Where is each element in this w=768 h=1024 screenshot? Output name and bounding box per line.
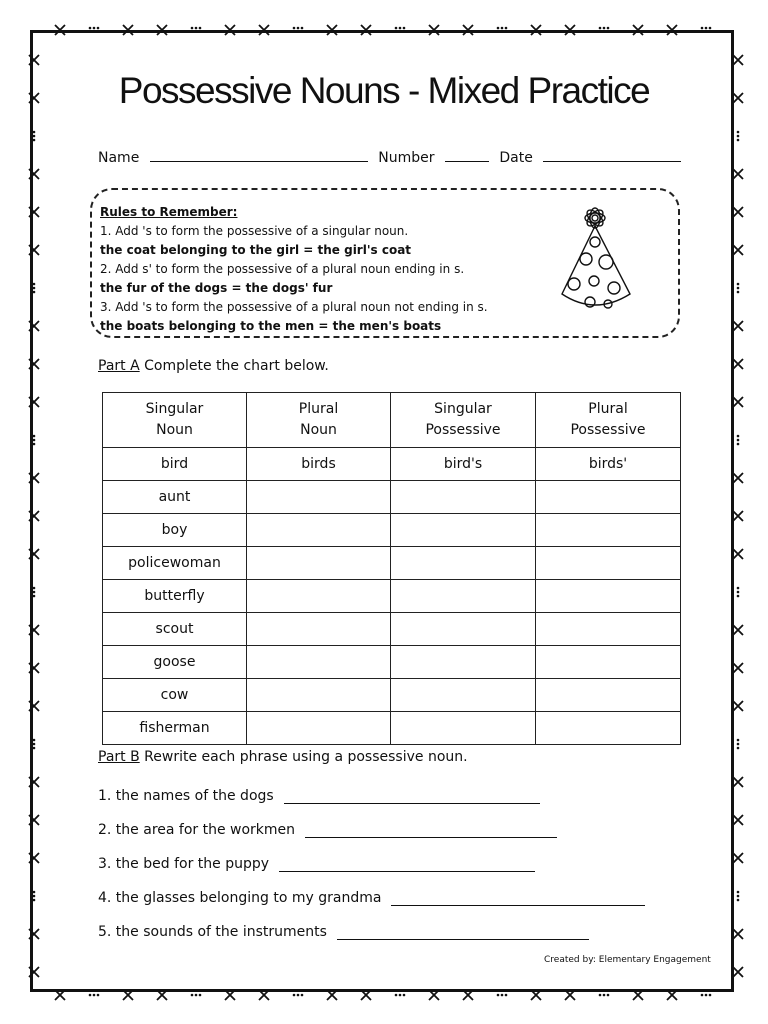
border-dot-mark <box>701 994 704 997</box>
border-cross-mark <box>733 511 743 521</box>
answer-cell[interactable] <box>391 712 536 745</box>
border-dot-mark <box>501 994 504 997</box>
border-dot-mark <box>709 27 712 30</box>
noun-cell: goose <box>103 646 247 679</box>
border-dot-mark <box>195 27 198 30</box>
answer-cell[interactable] <box>391 514 536 547</box>
table-row <box>103 448 681 481</box>
border-cross-mark <box>733 625 743 635</box>
number-field[interactable] <box>445 146 489 162</box>
column-header <box>103 393 247 448</box>
border-dot-mark <box>195 994 198 997</box>
phrase-text: 1. the names of the dogs <box>98 788 274 804</box>
answer-example-cell: birds <box>247 448 391 481</box>
rules-heading: Rules to Remember: <box>100 205 238 219</box>
date-field[interactable] <box>543 146 681 162</box>
border-dot-mark <box>737 443 740 446</box>
table-row <box>103 712 681 745</box>
border-cross-mark <box>733 321 743 331</box>
phrase-answer-field[interactable] <box>305 822 557 838</box>
page-title: Possessive Nouns - Mixed Practice <box>118 70 650 111</box>
name-label: Name <box>98 150 140 166</box>
border-cross-mark <box>733 777 743 787</box>
border-dot-mark <box>297 27 300 30</box>
border-cross-mark <box>733 929 743 939</box>
column-header-line: Plural <box>298 401 339 417</box>
answer-cell[interactable] <box>536 514 681 547</box>
border-dot-mark <box>737 135 740 138</box>
rule-statement: 1. Add 's to form the possessive of a singular noun. <box>100 224 409 238</box>
phrase-answer-field[interactable] <box>391 890 645 906</box>
border-dot-mark <box>89 994 92 997</box>
column-header-line: Singular <box>434 401 492 417</box>
border-dot-mark <box>93 27 96 30</box>
border-cross-mark <box>733 359 743 369</box>
phrase-answer-field[interactable] <box>279 856 535 872</box>
table-row <box>103 580 681 613</box>
noun-cell: policewoman <box>103 547 247 580</box>
border-dot-mark <box>301 994 304 997</box>
border-dot-mark <box>603 27 606 30</box>
date-label: Date <box>499 150 533 166</box>
border-dot-mark <box>293 27 296 30</box>
border-cross-mark <box>733 169 743 179</box>
answer-cell[interactable] <box>247 547 391 580</box>
noun-cell: aunt <box>103 481 247 514</box>
border-dot-mark <box>97 994 100 997</box>
border-dot-mark <box>737 743 740 746</box>
table-row <box>103 481 681 514</box>
border-dot-mark <box>737 595 740 598</box>
border-dot-mark <box>607 27 610 30</box>
answer-cell[interactable] <box>391 613 536 646</box>
noun-cell: fisherman <box>103 712 247 745</box>
answer-cell[interactable] <box>391 646 536 679</box>
answer-cell[interactable] <box>391 580 536 613</box>
border-dot-mark <box>403 994 406 997</box>
border-dot-mark <box>199 27 202 30</box>
phrase-text: 5. the sounds of the instruments <box>98 924 327 940</box>
table-row <box>103 547 681 580</box>
border-dot-mark <box>395 27 398 30</box>
border-dot-mark <box>501 27 504 30</box>
column-header <box>536 393 681 448</box>
phrase-text: 2. the area for the workmen <box>98 822 296 838</box>
rules-box <box>90 188 680 338</box>
part-b-title <box>98 749 468 765</box>
rules-text <box>100 203 488 336</box>
part-a-instruction: Complete the chart below. <box>144 358 329 374</box>
border-dot-mark <box>737 899 740 902</box>
border-dot-mark <box>191 994 194 997</box>
border-dot-mark <box>737 283 740 286</box>
number-label: Number <box>378 150 435 166</box>
border-dot-mark <box>399 994 402 997</box>
border-dot-mark <box>301 27 304 30</box>
border-dot-mark <box>599 27 602 30</box>
border-cross-mark <box>733 397 743 407</box>
answer-cell[interactable] <box>536 712 681 745</box>
border-cross-mark <box>733 663 743 673</box>
table-row <box>103 613 681 646</box>
column-header-line: Possessive <box>570 422 646 438</box>
part-b-label: Part B <box>98 749 140 765</box>
border-dot-mark <box>199 994 202 997</box>
answer-cell[interactable] <box>536 481 681 514</box>
border-dot-mark <box>705 994 708 997</box>
border-dot-mark <box>737 131 740 134</box>
answer-cell[interactable] <box>247 613 391 646</box>
noun-cell: cow <box>103 679 247 712</box>
border-cross-mark <box>733 853 743 863</box>
possessive-chart <box>102 392 681 745</box>
border-dot-mark <box>737 587 740 590</box>
border-dot-mark <box>737 291 740 294</box>
border-dot-mark <box>93 994 96 997</box>
column-header-line: Possessive <box>425 422 501 438</box>
answer-cell[interactable] <box>247 679 391 712</box>
border-dot-mark <box>737 139 740 142</box>
border-dot-mark <box>709 994 712 997</box>
border-dot-mark <box>505 27 508 30</box>
border-dot-mark <box>293 994 296 997</box>
answer-cell[interactable] <box>536 547 681 580</box>
phrase-item <box>98 924 645 958</box>
answer-cell[interactable] <box>391 679 536 712</box>
column-header-line: Noun <box>156 422 193 438</box>
column-header-line: Singular <box>145 401 204 417</box>
border-dot-mark <box>701 27 704 30</box>
answer-cell[interactable] <box>247 646 391 679</box>
border-dot-mark <box>297 994 300 997</box>
rule-example: the fur of the dogs = the dogs' fur <box>100 281 333 295</box>
answer-cell[interactable] <box>391 481 536 514</box>
border-dot-mark <box>89 27 92 30</box>
border-dot-mark <box>97 27 100 30</box>
phrase-item <box>98 856 645 890</box>
student-info-line <box>98 146 681 166</box>
rule-example: the boats belonging to the men = the men's boats <box>100 319 442 333</box>
noun-cell: scout <box>103 613 247 646</box>
answer-cell[interactable] <box>247 712 391 745</box>
answer-cell[interactable] <box>391 547 536 580</box>
border-cross-mark <box>733 245 743 255</box>
border-cross-mark <box>733 701 743 711</box>
answer-cell[interactable] <box>536 646 681 679</box>
border-dot-mark <box>737 287 740 290</box>
border-dot-mark <box>497 27 500 30</box>
border-dot-mark <box>737 435 740 438</box>
part-a-label: Part A <box>98 358 140 374</box>
answer-cell[interactable] <box>247 514 391 547</box>
border-dot-mark <box>505 994 508 997</box>
table-row <box>103 514 681 547</box>
phrase-text: 4. the glasses belonging to my grandma <box>98 890 382 906</box>
table-row <box>103 646 681 679</box>
answer-cell[interactable] <box>536 613 681 646</box>
name-field[interactable] <box>150 146 368 162</box>
column-header-line: Plural <box>588 401 628 417</box>
border-dot-mark <box>191 27 194 30</box>
border-dot-mark <box>737 895 740 898</box>
column-header <box>247 393 391 448</box>
border-dot-mark <box>705 27 708 30</box>
rule-example: the coat belonging to the girl = the girl's coat <box>100 243 412 257</box>
answer-cell[interactable] <box>247 481 391 514</box>
answer-cell[interactable] <box>536 679 681 712</box>
phrase-answer-field[interactable] <box>337 924 589 940</box>
border-cross-mark <box>733 967 743 977</box>
border-cross-mark <box>733 549 743 559</box>
credit-text: Created by: Elementary Engagement <box>544 955 711 965</box>
part-b-instruction: Rewrite each phrase using a possessive noun. <box>144 749 468 765</box>
part-a-title <box>98 358 329 374</box>
party-hat-icon <box>550 204 640 316</box>
column-header <box>391 393 536 448</box>
border-dot-mark <box>403 27 406 30</box>
border-dot-mark <box>737 591 740 594</box>
border-cross-mark <box>733 473 743 483</box>
noun-cell: butterfly <box>103 580 247 613</box>
border-dot-mark <box>399 27 402 30</box>
answer-example-cell: bird's <box>391 448 536 481</box>
border-dot-mark <box>737 891 740 894</box>
answer-cell[interactable] <box>247 580 391 613</box>
phrase-item <box>98 890 645 924</box>
border-dot-mark <box>603 994 606 997</box>
border-cross-mark <box>733 207 743 217</box>
table-row <box>103 679 681 712</box>
border-dot-mark <box>737 439 740 442</box>
noun-cell: bird <box>103 448 247 481</box>
phrase-item <box>98 788 645 822</box>
rule-statement: 3. Add 's to form the possessive of a plural noun not ending in s. <box>100 300 488 314</box>
answer-cell[interactable] <box>536 580 681 613</box>
phrase-text: 3. the bed for the puppy <box>98 856 270 872</box>
column-header-line: Noun <box>300 422 337 438</box>
border-dot-mark <box>607 994 610 997</box>
border-dot-mark <box>737 747 740 750</box>
border-dot-mark <box>599 994 602 997</box>
noun-cell: boy <box>103 514 247 547</box>
border-dot-mark <box>737 739 740 742</box>
border-dot-mark <box>497 994 500 997</box>
phrase-item <box>98 822 645 856</box>
border-cross-mark <box>733 815 743 825</box>
phrase-answer-field[interactable] <box>284 788 540 804</box>
rule-statement: 2. Add s' to form the possessive of a plural noun ending in s. <box>100 262 465 276</box>
border-cross-mark <box>733 55 743 65</box>
phrase-list <box>98 788 645 958</box>
border-dot-mark <box>395 994 398 997</box>
answer-example-cell: birds' <box>536 448 681 481</box>
